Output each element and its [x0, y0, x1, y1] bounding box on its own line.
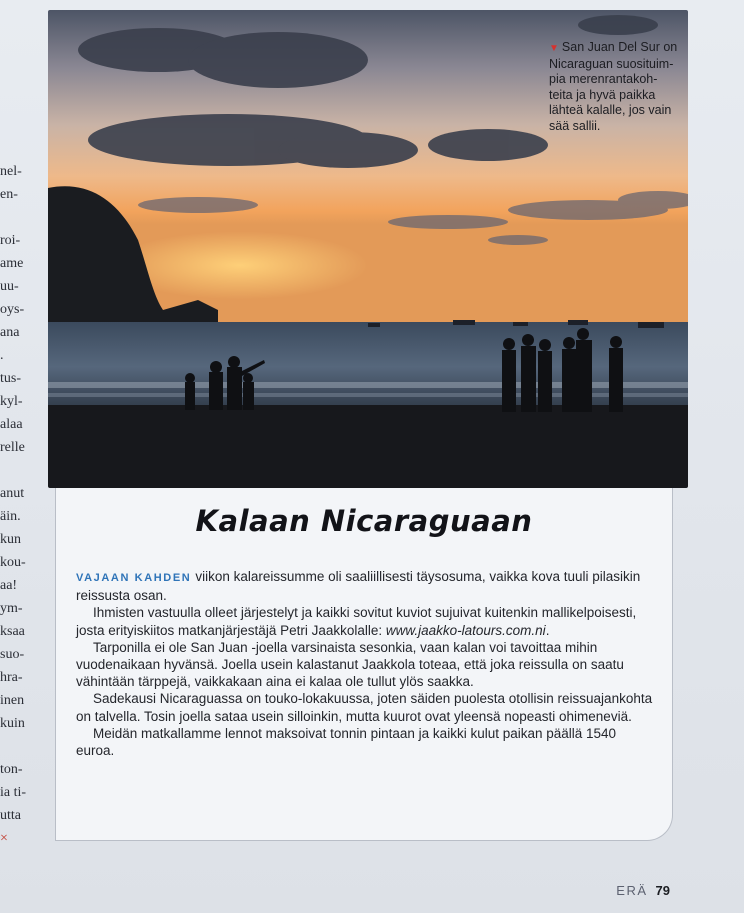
left-column-line: tus- — [0, 371, 21, 386]
left-column-line: × — [0, 831, 8, 846]
left-column-line: anut — [0, 486, 25, 501]
left-column-line: ame — [0, 256, 24, 271]
paragraph-2-end: . — [545, 622, 550, 638]
left-column-line: . — [0, 348, 4, 363]
photo-caption — [549, 40, 688, 134]
paragraph-1 — [76, 568, 656, 604]
left-column-line: inen — [0, 693, 25, 708]
caption-line: lähteä kalalle, jos vain — [549, 103, 672, 117]
caption-line: pia merenrantakoh- — [549, 72, 658, 86]
left-column-line: utta — [0, 808, 21, 823]
caption-line: sää sallii. — [549, 118, 601, 133]
left-column-line: äin. — [0, 509, 21, 524]
left-column-line: uu- — [0, 279, 19, 294]
paragraph-5: Meidän matkallamme lennot maksoivat tonnin pintaan ja kaikki kulut paikan päällä 1540 euroa. — [76, 725, 617, 759]
left-column-line: roi- — [0, 233, 21, 248]
paragraph-2-text: Ihmisten vastuulla olleet järjestelyt ja kaikki sovitut kuviot sujuivat kuitenkin mallikelpoisesti, josta erityiskiitos matkanjärjestäjä Petri Jaakkolalle: — [76, 605, 637, 638]
left-column-line: alaa — [0, 417, 23, 432]
left-column-line — [0, 459, 34, 482]
caption-arrow-icon: ▼ — [549, 43, 559, 54]
page-footer — [616, 883, 670, 898]
left-column-line: ia ti- — [0, 785, 27, 800]
left-column-line: ksaa — [0, 624, 25, 639]
paragraph-1-text: viikon kalareissumme oli saaliillisesti täysosuma, vaikka kova tuuli pilasikin reissusta osan. — [76, 569, 641, 604]
left-column-line: oys- — [0, 302, 25, 317]
paragraph-4: Sadekausi Nicaraguassa on touko-lokakuussa, joten säiden puolesta otollisin reissuajankohta on talvella. Tosin joella sataa usein silloinkin, mutta kuurot ovat yleensä nopeasti ohimeneviä. — [76, 691, 653, 724]
article-body — [76, 568, 656, 759]
article-title: Kalaan Nicaraguaan — [195, 504, 533, 538]
left-column-line: en- — [0, 187, 18, 202]
left-column-line: kun — [0, 532, 21, 547]
left-column-line: nel- — [0, 164, 22, 179]
previous-column-text — [0, 160, 34, 850]
left-column-line: kuin — [0, 716, 25, 731]
left-column-line — [0, 735, 34, 758]
sunset-beach-photo — [48, 10, 688, 488]
lead-in: VAJAAN KAHDEN — [76, 572, 192, 584]
caption-line: teita ja hyvä paikka — [549, 87, 656, 102]
left-column-line: aa! — [0, 578, 18, 593]
left-column-line — [0, 206, 34, 229]
left-column-line: relle — [0, 440, 25, 455]
left-column-line: suo- — [0, 647, 25, 662]
left-column-line: hra- — [0, 670, 23, 685]
paragraph-3: Tarponilla ei ole San Juan -joella varsinaista sesonkia, vaan kalan voi tavoittaa mihin vuodenaikaan hyvänsä. Joella usein kalastanut Jaakkola toteaa, että joka reissulla on saatu vähintään tärppejä, vaikkakaan aina ei kalaa ole tullut ylös saakka. — [76, 639, 624, 690]
caption-line: Nicaraguan suosituim- — [549, 56, 674, 71]
left-column-line: ana — [0, 325, 20, 340]
magazine-name: ERÄ — [616, 883, 648, 898]
article-box — [55, 488, 673, 841]
left-column-line: kou- — [0, 555, 26, 570]
left-column-line: ym- — [0, 601, 23, 616]
page-number: 79 — [655, 883, 670, 898]
website-link[interactable]: www.jaakko-latours.com.ni — [385, 622, 546, 638]
caption-text — [549, 40, 677, 133]
caption-line: San Juan Del Sur on — [561, 40, 678, 54]
paragraph-2 — [76, 604, 656, 638]
left-column-line: ton- — [0, 762, 23, 777]
left-column-line: kyl- — [0, 394, 23, 409]
